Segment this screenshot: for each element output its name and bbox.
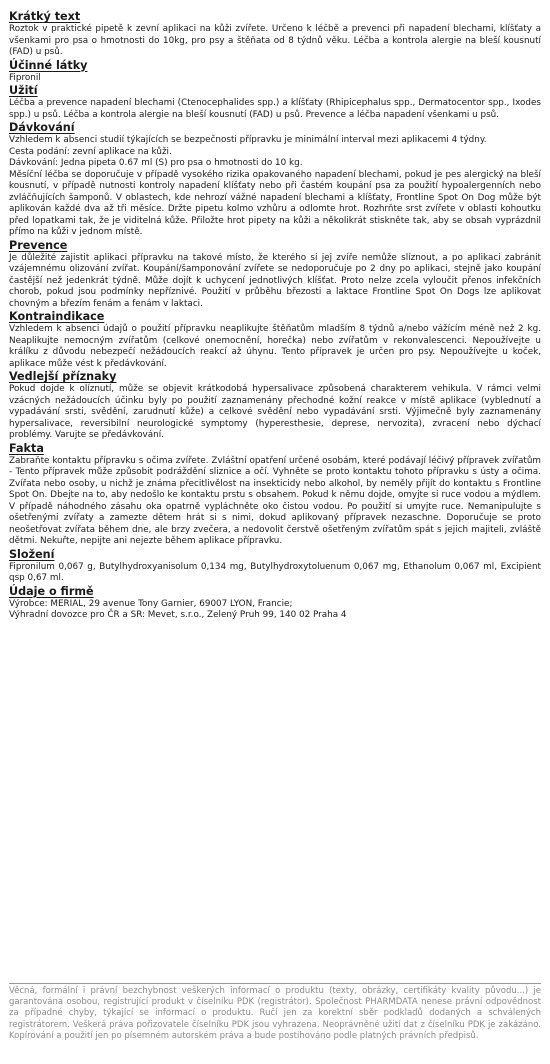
section-paragraph: Je důležité zajistit aplikaci přípravku na takové místo, že kterého si jej zvíře nemůže slíznout, a po aplikaci zabránit vzájemnému olizování zvířat. Koupání/šamponování zvířete se nedoporučuje po 2 dny po aplikaci, stejně jako koupání častější než jedenkrát týdně. Může dojít k uchycení jednotlivých klíšťat. Proto nelze zcela vyloučit přenos infekčních chorob, pokud jsou podmínky nepříznivé. Použití v průběhu březosti a laktace Frontline Spot On Dogs lze aplikovat chovným a březím fenám a fenám v laktaci. bbox=[9, 252, 541, 309]
section-paragraph: Cesta podání: zevní aplikace na kůži. bbox=[9, 146, 172, 157]
section-heading: Kontraindikace bbox=[9, 310, 105, 323]
section-paragraph: Dávkování: Jedna pipeta 0.67 ml (S) pro psa o hmotnosti do 10 kg. bbox=[9, 158, 303, 168]
section-paragraph: Fipronilum 0,067 g, Butylhydroxyanisolum 0,134 mg, Butylhydroxytoluenum 0,067 mg, Ethanolum 0,067 ml, Excipient qsp 0,67 ml. bbox=[9, 561, 541, 583]
section-heading: Dávkování bbox=[9, 121, 75, 134]
section-heading: Fakta bbox=[9, 441, 44, 455]
section-paragraph: Roztok v praktické pipetě k zevní aplikaci na kůži zvířete. Určeno k léčbě a prevenci při napadení blechami, klíšťaty a všenkami pro psa o hmotnosti do 10kg, pro psy a štěňata od 8 týdnů věku. Léčba a kontrola alergie na bleší kousnutí (FAD) u psů. bbox=[9, 24, 541, 57]
disclaimer-text: Věcná, formální i právní bezchybnost veškerých informací o produktu (texty, obrázky, certifikáty kvality původu...) je garantována osobou, registrující produkt v číselníku PDK (registrátor). Společnost PHARMDATA nenese právní odpovědnost za případné chyby, týkající se informací o produktu. Ručí jen za korektní sběr podkladů dodaných a schválených registrátorem. Veškerá práva pořizovatele číselníku PDK jsou vyhrazena. Neoprávněné užití dat z číselníku PDK je zakázáno. Kopírování a použití jen po písemném autorském práva a bude postihováno podle platných právních předpisů. bbox=[9, 986, 541, 1041]
section-heading: Vedlejší příznaky bbox=[9, 370, 117, 383]
section-paragraph: Vzhledem k absenci studií týkajících se bezpečnosti přípravku je minimální interval mezi aplikacemi 4 týdny. bbox=[9, 135, 487, 145]
section-paragraph: Zabraňte kontaktu přípravku s očima zvířete. Zvláštní opatření určené osobám, které podávají léčivý přípravek zvířatům - Tento přípravek může způsobit podráždění sliznice a očí. Vyhněte se proto kontaktu tohoto přípravku s ústy a očima. Zvířata nebo osoby, u nichž je známa přecitlivělost na insekticidy nebo alkohol, by neměly přijít do kontaktu s Frontline Spot On. Dbejte na to, aby nedošlo ke kontaktu prstu s obsahem. Pokud k němu dojde, omyjte si ruce vodou a mýdlem. V případě náhodného zásahu oka opatrně vypláchněte oko čistou vodou. Po použití si umyjte ruce. Nemanipulujte s ošetřenými zvířaty a zamezte dětem hrát si s nimi, dokud aplikovaný přípravek nezaschne. Doporučuje se proto neošetřovat zvířata během dne, ale brzy zvečera, a nedovolit čerstvě ošetřeným zvířatům spát s jejich majiteli, zvláště dětmi. Nekuřte, nepijte ani nejezte během aplikace přípravku. bbox=[9, 455, 541, 546]
disclaimer-footer bbox=[9, 983, 541, 1042]
section-paragraph: Léčba a prevence napadení blechami (Ctenocephalides spp.) a klíšťaty (Rhipicephalus spp., Dermatocentor spp., Ixodes spp.) u psů. Léčba a kontrola alergie na bleší kousnutí (FAD) u psů. Prevence a léčba napadení všenkami u psů. bbox=[9, 98, 541, 120]
section-heading: Účinné látky bbox=[9, 58, 88, 72]
section-heading: Údaje o firmě bbox=[9, 584, 94, 598]
section-heading: Složení bbox=[9, 547, 55, 561]
company-line: Výhradní dovozce pro ČR a SR: Mevet, s.r.o., Zelený Pruh 99, 140 02 Praha 4 bbox=[9, 610, 347, 620]
section-paragraph: Vzhledem k absenci údajů o použití přípravku neaplikujte štěňatům mladším 8 týdnů a/nebo vážícím méně než 2 kg. Neaplikujte nemocným zvířatům (celkové onemocnění, horečka) nebo zvířatům v rekonvalescenci. Nepoužívejte u králíku z důvodu nebezpečí nežádoucích reakcí až úhynu. Tento přípravek je určen pro psy. Nepoužívejte u koček, aplikace může vést k předávkování. bbox=[9, 324, 541, 369]
section-paragraph: Fipronil bbox=[9, 72, 41, 83]
section-heading: Prevence bbox=[9, 238, 68, 252]
section-paragraph: Pokud dojde k olíznutí, může se objevit krátkodobá hypersalivace způsobená charakterem vehikula. V rámci velmi vzácných nežádoucích účinku byly po použití zaznamenány přechodné kožní reakce v místě aplikace (vyblednutí a vypadávání srsti, svědění, zarudnutí kůže) a celkové svědění nebo vypadávání srsti. Výjimečně byly zaznamenány hypersalivace, reversibilní neurologické symptomy (hyperesthesie, deprese, nervozita), zvracení nebo dýchací problémy. Varujte se předávkování. bbox=[9, 384, 541, 440]
company-line: Výrobce: MERIAL, 29 avenue Tony Garnier, 69007 LYON, Francie; bbox=[9, 598, 293, 609]
section-heading: Užití bbox=[9, 84, 38, 97]
watermark-logo: ​ bbox=[136, 40, 144, 87]
section-paragraph: Měsíční léčba se doporučuje v případě vysokého rizika opakovaného napadení blechami, pokud je pes alergický na bleší kousnutí, v případě nutnosti kontroly napadení klíšťaty nebo při častém koupání psa za použití hypoalergenních nebo zvláčňujících šamponů. V oblastech, kde nehrozí vážné napadení blechami a klíšťaty, Frontline Spot On Dog může být aplikován každé dva až tři měsíce. Držte pipetu kolmo vzhůru a odlomte hrot. Rozhrňte srst zvířete v oblasti kohoutku před lopatkami tak, že je viditelná kůže. Přiložte hrot pipety na kůži a několikrát stiskněte tak, aby se obsah vyprázdnil přímo na kůži v jednom místě. bbox=[9, 169, 541, 237]
section-heading: Krátký text bbox=[9, 10, 81, 23]
